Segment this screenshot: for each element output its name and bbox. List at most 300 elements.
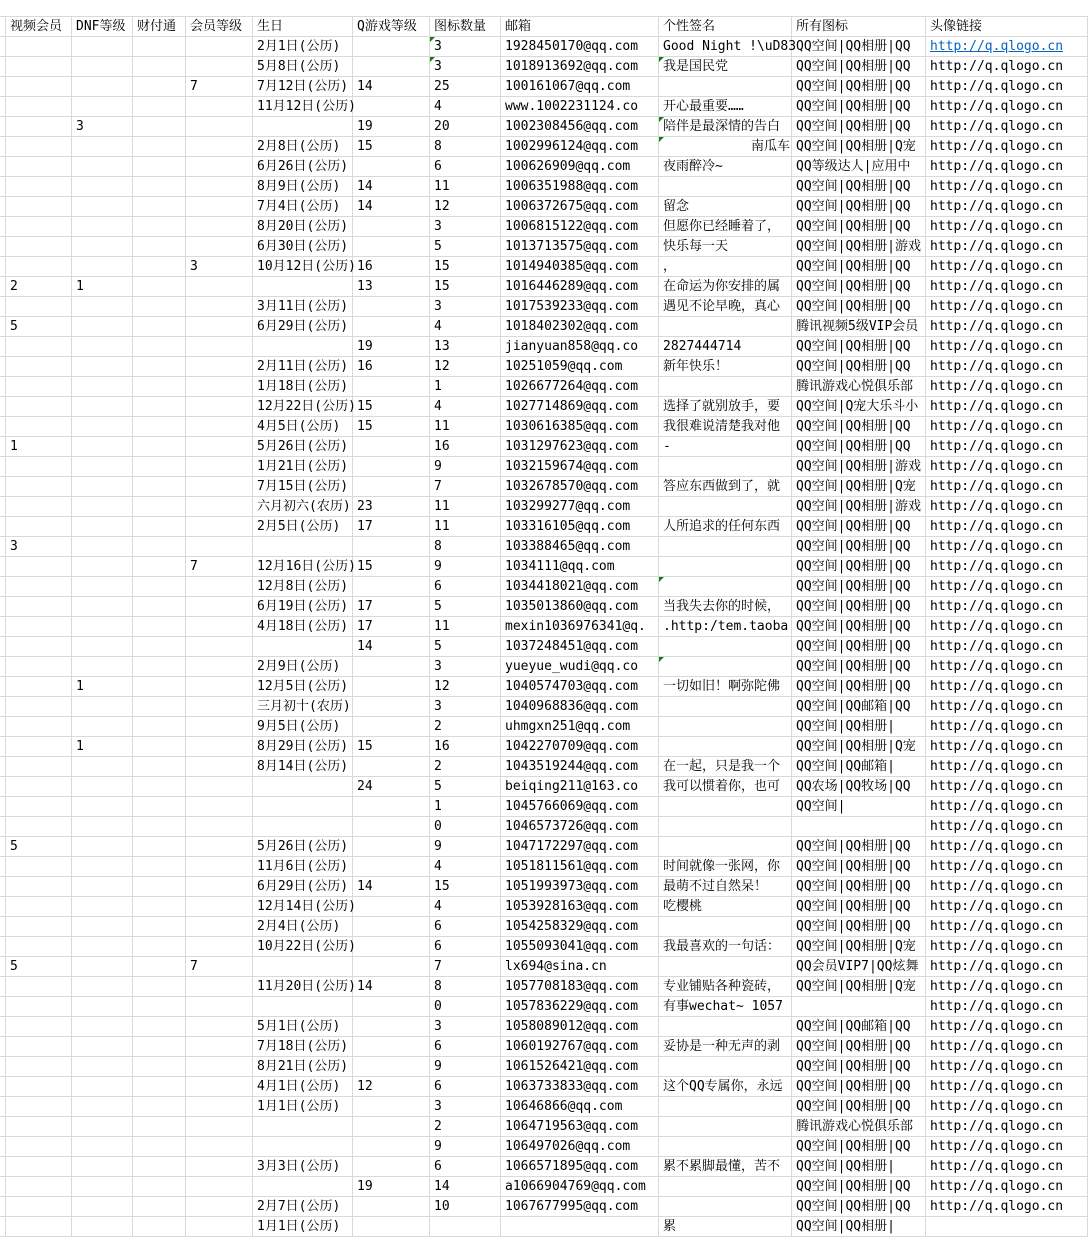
- cell-email[interactable]: uhmgxn251@qq.com: [501, 717, 659, 737]
- cell-video-vip[interactable]: [6, 357, 72, 377]
- cell-signature[interactable]: 我很难说清楚我对他: [659, 417, 792, 437]
- cell-all-icons[interactable]: QQ空间|QQ相册|QQ: [792, 837, 926, 857]
- cell-video-vip[interactable]: [6, 177, 72, 197]
- cell-signature[interactable]: 但愿你已经睡着了，: [659, 217, 792, 237]
- cell-avatar-link[interactable]: http://q.qlogo.cn: [926, 477, 1088, 497]
- cell-signature[interactable]: [659, 1097, 792, 1117]
- cell-email[interactable]: 1040574703@qq.com: [501, 677, 659, 697]
- cell-qgame-level[interactable]: [353, 817, 430, 837]
- cell-tenpay[interactable]: [133, 777, 186, 797]
- cell-email[interactable]: 1047172297@qq.com: [501, 837, 659, 857]
- cell-all-icons[interactable]: QQ空间|QQ邮箱|QQ: [792, 697, 926, 717]
- cell-dnf-level[interactable]: [72, 577, 133, 597]
- cell-member-level[interactable]: [186, 117, 253, 137]
- cell-qgame-level[interactable]: 16: [353, 357, 430, 377]
- cell-qgame-level[interactable]: 23: [353, 497, 430, 517]
- cell-qgame-level[interactable]: 15: [353, 557, 430, 577]
- cell-birthday[interactable]: [253, 537, 353, 557]
- cell-dnf-level[interactable]: [72, 517, 133, 537]
- cell-all-icons[interactable]: QQ空间|QQ相册|QQ: [792, 337, 926, 357]
- cell-qgame-level[interactable]: [353, 577, 430, 597]
- cell-avatar-link[interactable]: http://q.qlogo.cn: [926, 1117, 1088, 1137]
- cell-icon-count[interactable]: 1: [430, 377, 501, 397]
- cell-tenpay[interactable]: [133, 617, 186, 637]
- cell-member-level[interactable]: [186, 517, 253, 537]
- cell-icon-count[interactable]: 16: [430, 437, 501, 457]
- cell-icon-count[interactable]: 9: [430, 557, 501, 577]
- cell-birthday[interactable]: 4月18日(公历): [253, 617, 353, 637]
- cell-dnf-level[interactable]: [72, 377, 133, 397]
- cell-all-icons[interactable]: QQ空间|QQ相册|QQ: [792, 1137, 926, 1157]
- cell-qgame-level[interactable]: [353, 1117, 430, 1137]
- avatar-link-hyperlink[interactable]: http://q.qlogo.cn: [926, 37, 1088, 57]
- cell-avatar-link[interactable]: http://q.qlogo.cn: [926, 797, 1088, 817]
- cell-video-vip[interactable]: [6, 997, 72, 1017]
- cell-all-icons[interactable]: QQ空间|QQ相册|Q宠: [792, 477, 926, 497]
- cell-birthday[interactable]: 3月11日(公历): [253, 297, 353, 317]
- cell-tenpay[interactable]: [133, 877, 186, 897]
- cell-all-icons[interactable]: QQ空间|QQ相册|Q宠: [792, 977, 926, 997]
- cell-signature[interactable]: 这个QQ专属你，永远: [659, 1077, 792, 1097]
- cell-avatar-link[interactable]: http://q.qlogo.cn: [926, 997, 1088, 1017]
- cell-dnf-level[interactable]: [72, 1177, 133, 1197]
- cell-member-level[interactable]: [186, 797, 253, 817]
- cell-member-level[interactable]: [186, 477, 253, 497]
- cell-dnf-level[interactable]: [72, 1097, 133, 1117]
- cell-birthday[interactable]: 三月初十(农历): [253, 697, 353, 717]
- cell-tenpay[interactable]: [133, 1017, 186, 1037]
- cell-icon-count[interactable]: 11: [430, 497, 501, 517]
- cell-all-icons[interactable]: QQ空间|QQ相册|QQ: [792, 557, 926, 577]
- cell-icon-count[interactable]: 3: [430, 697, 501, 717]
- cell-signature[interactable]: [659, 957, 792, 977]
- cell-qgame-level[interactable]: 15: [353, 397, 430, 417]
- cell-video-vip[interactable]: [6, 777, 72, 797]
- cell-qgame-level[interactable]: [353, 477, 430, 497]
- cell-birthday[interactable]: [253, 277, 353, 297]
- cell-signature[interactable]: 答应东西做到了，就: [659, 477, 792, 497]
- cell-qgame-level[interactable]: [353, 37, 430, 57]
- cell-birthday[interactable]: 6月29日(公历): [253, 317, 353, 337]
- cell-all-icons[interactable]: QQ空间|QQ相册|QQ: [792, 877, 926, 897]
- cell-qgame-level[interactable]: 14: [353, 177, 430, 197]
- cell-qgame-level[interactable]: [353, 317, 430, 337]
- cell-dnf-level[interactable]: [72, 437, 133, 457]
- cell-all-icons[interactable]: QQ空间|QQ相册|Q宠: [792, 937, 926, 957]
- cell-qgame-level[interactable]: [353, 717, 430, 737]
- cell-icon-count[interactable]: 4: [430, 897, 501, 917]
- cell-member-level[interactable]: [186, 677, 253, 697]
- cell-tenpay[interactable]: [133, 857, 186, 877]
- cell-email[interactable]: 1057708183@qq.com: [501, 977, 659, 997]
- cell-email[interactable]: 1067677995@qq.com: [501, 1197, 659, 1217]
- cell-qgame-level[interactable]: 15: [353, 737, 430, 757]
- cell-qgame-level[interactable]: [353, 997, 430, 1017]
- cell-video-vip[interactable]: [6, 57, 72, 77]
- cell-dnf-level[interactable]: [72, 817, 133, 837]
- cell-birthday[interactable]: 8月29日(公历): [253, 737, 353, 757]
- cell-avatar-link[interactable]: http://q.qlogo.cn: [926, 417, 1088, 437]
- cell-member-level[interactable]: [186, 1077, 253, 1097]
- cell-signature[interactable]: [659, 77, 792, 97]
- cell-dnf-level[interactable]: [72, 777, 133, 797]
- cell-avatar-link[interactable]: http://q.qlogo.cn: [926, 977, 1088, 997]
- cell-qgame-level[interactable]: [353, 1137, 430, 1157]
- cell-video-vip[interactable]: [6, 977, 72, 997]
- cell-all-icons[interactable]: QQ空间|QQ相册|QQ: [792, 537, 926, 557]
- cell-all-icons[interactable]: QQ空间|QQ相册|游戏: [792, 497, 926, 517]
- header-qgame-level[interactable]: Q游戏等级: [353, 17, 430, 37]
- cell-avatar-link[interactable]: http://q.qlogo.cn: [926, 217, 1088, 237]
- cell-avatar-link[interactable]: http://q.qlogo.cn: [926, 637, 1088, 657]
- cell-qgame-level[interactable]: [353, 97, 430, 117]
- cell-icon-count[interactable]: 9: [430, 1137, 501, 1157]
- cell-tenpay[interactable]: [133, 357, 186, 377]
- cell-birthday[interactable]: [253, 777, 353, 797]
- cell-signature[interactable]: .http:/tem.taoba: [659, 617, 792, 637]
- cell-member-level[interactable]: 7: [186, 957, 253, 977]
- cell-qgame-level[interactable]: [353, 217, 430, 237]
- cell-avatar-link[interactable]: http://q.qlogo.cn: [926, 137, 1088, 157]
- cell-signature[interactable]: 在一起，只是我一个: [659, 757, 792, 777]
- cell-video-vip[interactable]: [6, 197, 72, 217]
- cell-qgame-level[interactable]: [353, 1197, 430, 1217]
- cell-tenpay[interactable]: [133, 537, 186, 557]
- cell-video-vip[interactable]: [6, 377, 72, 397]
- cell-birthday[interactable]: 2月5日(公历): [253, 517, 353, 537]
- cell-video-vip[interactable]: [6, 77, 72, 97]
- cell-qgame-level[interactable]: [353, 297, 430, 317]
- cell-signature[interactable]: [659, 537, 792, 557]
- cell-tenpay[interactable]: [133, 637, 186, 657]
- cell-video-vip[interactable]: [6, 717, 72, 737]
- cell-avatar-link[interactable]: http://q.qlogo.cn: [926, 157, 1088, 177]
- cell-avatar-link[interactable]: http://q.qlogo.cn: [926, 1077, 1088, 1097]
- cell-icon-count[interactable]: 8: [430, 137, 501, 157]
- cell-signature[interactable]: [659, 737, 792, 757]
- cell-tenpay[interactable]: [133, 917, 186, 937]
- cell-all-icons[interactable]: QQ等级达人|应用中: [792, 157, 926, 177]
- cell-member-level[interactable]: [186, 497, 253, 517]
- cell-signature[interactable]: [659, 1057, 792, 1077]
- cell-dnf-level[interactable]: [72, 357, 133, 377]
- cell-birthday[interactable]: 1月1日(公历): [253, 1217, 353, 1237]
- cell-tenpay[interactable]: [133, 297, 186, 317]
- cell-tenpay[interactable]: [133, 337, 186, 357]
- cell-dnf-level[interactable]: [72, 957, 133, 977]
- cell-video-vip[interactable]: [6, 237, 72, 257]
- cell-qgame-level[interactable]: [353, 797, 430, 817]
- cell-icon-count[interactable]: 20: [430, 117, 501, 137]
- cell-qgame-level[interactable]: [353, 917, 430, 937]
- cell-all-icons[interactable]: QQ空间|QQ相册|QQ: [792, 177, 926, 197]
- cell-signature[interactable]: [659, 797, 792, 817]
- cell-email[interactable]: 1058089012@qq.com: [501, 1017, 659, 1037]
- cell-birthday[interactable]: 5月26日(公历): [253, 437, 353, 457]
- cell-birthday[interactable]: 12月16日(公历): [253, 557, 353, 577]
- header-avatar-link[interactable]: 头像链接: [926, 17, 1088, 37]
- cell-video-vip[interactable]: [6, 1037, 72, 1057]
- cell-email[interactable]: 1053928163@qq.com: [501, 897, 659, 917]
- cell-icon-count[interactable]: 4: [430, 857, 501, 877]
- cell-birthday[interactable]: 6月29日(公历): [253, 877, 353, 897]
- cell-tenpay[interactable]: [133, 737, 186, 757]
- cell-tenpay[interactable]: [133, 97, 186, 117]
- cell-avatar-link[interactable]: http://q.qlogo.cn: [926, 957, 1088, 977]
- cell-all-icons[interactable]: QQ空间|QQ相册|QQ: [792, 1057, 926, 1077]
- cell-signature[interactable]: 专业铺贴各种瓷砖，: [659, 977, 792, 997]
- cell-icon-count[interactable]: 9: [430, 457, 501, 477]
- cell-qgame-level[interactable]: 19: [353, 117, 430, 137]
- cell-signature[interactable]: [659, 637, 792, 657]
- cell-video-vip[interactable]: [6, 757, 72, 777]
- cell-icon-count[interactable]: 8: [430, 537, 501, 557]
- cell-member-level[interactable]: [186, 637, 253, 657]
- cell-all-icons[interactable]: QQ空间|QQ相册|: [792, 1157, 926, 1177]
- cell-tenpay[interactable]: [133, 997, 186, 1017]
- cell-dnf-level[interactable]: [72, 1137, 133, 1157]
- cell-member-level[interactable]: [186, 97, 253, 117]
- cell-avatar-link[interactable]: http://q.qlogo.cn: [926, 517, 1088, 537]
- cell-video-vip[interactable]: [6, 557, 72, 577]
- cell-avatar-link[interactable]: http://q.qlogo.cn: [926, 177, 1088, 197]
- cell-qgame-level[interactable]: 17: [353, 597, 430, 617]
- cell-icon-count[interactable]: 0: [430, 997, 501, 1017]
- cell-birthday[interactable]: 10月12日(公历): [253, 257, 353, 277]
- cell-signature[interactable]: 遇见不论早晚，真心: [659, 297, 792, 317]
- cell-qgame-level[interactable]: 16: [353, 257, 430, 277]
- cell-video-vip[interactable]: [6, 117, 72, 137]
- cell-birthday[interactable]: [253, 337, 353, 357]
- header-signature[interactable]: 个性签名: [659, 17, 792, 37]
- cell-tenpay[interactable]: [133, 517, 186, 537]
- cell-video-vip[interactable]: [6, 617, 72, 637]
- cell-member-level[interactable]: [186, 1137, 253, 1157]
- cell-avatar-link[interactable]: http://q.qlogo.cn: [926, 697, 1088, 717]
- cell-member-level[interactable]: [186, 57, 253, 77]
- cell-video-vip[interactable]: [6, 1197, 72, 1217]
- cell-all-icons[interactable]: QQ会员VIP7|QQ炫舞: [792, 957, 926, 977]
- cell-email[interactable]: lx694@sina.cn: [501, 957, 659, 977]
- cell-all-icons[interactable]: QQ空间|QQ相册|游戏: [792, 237, 926, 257]
- cell-dnf-level[interactable]: [72, 757, 133, 777]
- cell-dnf-level[interactable]: [72, 37, 133, 57]
- cell-signature[interactable]: [659, 1177, 792, 1197]
- cell-member-level[interactable]: [186, 1217, 253, 1237]
- cell-email[interactable]: www.1002231124.co: [501, 97, 659, 117]
- cell-member-level[interactable]: [186, 37, 253, 57]
- cell-all-icons[interactable]: QQ空间|QQ相册|QQ: [792, 117, 926, 137]
- cell-member-level[interactable]: [186, 697, 253, 717]
- cell-dnf-level[interactable]: [72, 1117, 133, 1137]
- cell-all-icons[interactable]: QQ空间|QQ相册|QQ: [792, 637, 926, 657]
- cell-signature[interactable]: Good Night !\uD83: [659, 37, 792, 57]
- header-dnf-level[interactable]: DNF等级: [72, 17, 133, 37]
- cell-signature[interactable]: 南瓜车: [659, 137, 792, 157]
- cell-birthday[interactable]: 6月30日(公历): [253, 237, 353, 257]
- cell-all-icons[interactable]: QQ空间|QQ相册|QQ: [792, 917, 926, 937]
- header-video-vip[interactable]: 视频会员: [6, 17, 72, 37]
- cell-signature[interactable]: 在命运为你安排的属: [659, 277, 792, 297]
- cell-birthday[interactable]: 11月12日(公历): [253, 97, 353, 117]
- cell-video-vip[interactable]: [6, 257, 72, 277]
- cell-email[interactable]: 1035013860@qq.com: [501, 597, 659, 617]
- cell-qgame-level[interactable]: [353, 957, 430, 977]
- cell-birthday[interactable]: [253, 1117, 353, 1137]
- cell-member-level[interactable]: [186, 577, 253, 597]
- cell-icon-count[interactable]: 5: [430, 597, 501, 617]
- cell-tenpay[interactable]: [133, 597, 186, 617]
- cell-signature[interactable]: 新年快乐！: [659, 357, 792, 377]
- cell-video-vip[interactable]: [6, 917, 72, 937]
- cell-member-level[interactable]: [186, 1097, 253, 1117]
- cell-email[interactable]: 1006351988@qq.com: [501, 177, 659, 197]
- cell-signature[interactable]: 一切如旧！啊弥陀佛: [659, 677, 792, 697]
- cell-icon-count[interactable]: 1: [430, 797, 501, 817]
- cell-avatar-link[interactable]: http://q.qlogo.cn: [926, 757, 1088, 777]
- cell-signature[interactable]: 2827444714: [659, 337, 792, 357]
- cell-qgame-level[interactable]: 14: [353, 877, 430, 897]
- cell-icon-count[interactable]: 14: [430, 1177, 501, 1197]
- cell-video-vip[interactable]: [6, 1077, 72, 1097]
- cell-qgame-level[interactable]: [353, 897, 430, 917]
- cell-icon-count[interactable]: 16: [430, 737, 501, 757]
- cell-email[interactable]: 103316105@qq.com: [501, 517, 659, 537]
- cell-all-icons[interactable]: [792, 817, 926, 837]
- cell-signature[interactable]: 最萌不过自然呆！: [659, 877, 792, 897]
- cell-icon-count[interactable]: 8: [430, 977, 501, 997]
- cell-avatar-link[interactable]: http://q.qlogo.cn: [926, 777, 1088, 797]
- cell-member-level[interactable]: [186, 657, 253, 677]
- cell-member-level[interactable]: [186, 177, 253, 197]
- cell-qgame-level[interactable]: 17: [353, 517, 430, 537]
- cell-avatar-link[interactable]: http://q.qlogo.cn: [926, 1097, 1088, 1117]
- cell-birthday[interactable]: 4月1日(公历): [253, 1077, 353, 1097]
- cell-avatar-link[interactable]: http://q.qlogo.cn: [926, 717, 1088, 737]
- cell-video-vip[interactable]: [6, 397, 72, 417]
- cell-video-vip[interactable]: [6, 637, 72, 657]
- cell-birthday[interactable]: [253, 637, 353, 657]
- cell-avatar-link[interactable]: http://q.qlogo.cn: [926, 737, 1088, 757]
- cell-email[interactable]: 10646866@qq.com: [501, 1097, 659, 1117]
- cell-all-icons[interactable]: QQ空间|QQ相册|QQ: [792, 517, 926, 537]
- cell-birthday[interactable]: 2月8日(公历): [253, 137, 353, 157]
- cell-icon-count[interactable]: 2: [430, 717, 501, 737]
- cell-email[interactable]: jianyuan858@qq.co: [501, 337, 659, 357]
- cell-qgame-level[interactable]: 15: [353, 137, 430, 157]
- cell-qgame-level[interactable]: 19: [353, 1177, 430, 1197]
- cell-birthday[interactable]: 7月15日(公历): [253, 477, 353, 497]
- cell-dnf-level[interactable]: [72, 237, 133, 257]
- cell-member-level[interactable]: [186, 837, 253, 857]
- cell-tenpay[interactable]: [133, 437, 186, 457]
- cell-dnf-level[interactable]: [72, 157, 133, 177]
- cell-tenpay[interactable]: [133, 377, 186, 397]
- cell-birthday[interactable]: 7月4日(公历): [253, 197, 353, 217]
- cell-birthday[interactable]: [253, 817, 353, 837]
- cell-tenpay[interactable]: [133, 957, 186, 977]
- cell-qgame-level[interactable]: [353, 757, 430, 777]
- cell-video-vip[interactable]: [6, 477, 72, 497]
- cell-signature[interactable]: [659, 657, 792, 677]
- cell-dnf-level[interactable]: [72, 1057, 133, 1077]
- cell-email[interactable]: 1043519244@qq.com: [501, 757, 659, 777]
- cell-qgame-level[interactable]: [353, 677, 430, 697]
- cell-tenpay[interactable]: [133, 817, 186, 837]
- cell-signature[interactable]: 我可以惯着你，也可: [659, 777, 792, 797]
- cell-birthday[interactable]: [253, 797, 353, 817]
- cell-email[interactable]: 1032159674@qq.com: [501, 457, 659, 477]
- cell-avatar-link[interactable]: http://q.qlogo.cn: [926, 357, 1088, 377]
- cell-all-icons[interactable]: 腾讯视频5级VIP会员: [792, 317, 926, 337]
- cell-dnf-level[interactable]: [72, 857, 133, 877]
- cell-all-icons[interactable]: QQ空间|QQ相册|QQ: [792, 77, 926, 97]
- cell-avatar-link[interactable]: http://q.qlogo.cn: [926, 457, 1088, 477]
- cell-qgame-level[interactable]: [353, 377, 430, 397]
- cell-tenpay[interactable]: [133, 57, 186, 77]
- cell-icon-count[interactable]: 11: [430, 617, 501, 637]
- cell-avatar-link[interactable]: http://q.qlogo.cn: [926, 657, 1088, 677]
- cell-all-icons[interactable]: QQ空间|QQ相册|游戏: [792, 457, 926, 477]
- cell-email[interactable]: 1040968836@qq.com: [501, 697, 659, 717]
- cell-tenpay[interactable]: [133, 797, 186, 817]
- cell-member-level[interactable]: [186, 357, 253, 377]
- cell-dnf-level[interactable]: 1: [72, 277, 133, 297]
- cell-video-vip[interactable]: [6, 1137, 72, 1157]
- cell-all-icons[interactable]: QQ空间|QQ相册|QQ: [792, 217, 926, 237]
- cell-member-level[interactable]: [186, 777, 253, 797]
- cell-email[interactable]: 1928450170@qq.com: [501, 37, 659, 57]
- cell-birthday[interactable]: 2月7日(公历): [253, 1197, 353, 1217]
- cell-tenpay[interactable]: [133, 757, 186, 777]
- cell-dnf-level[interactable]: 1: [72, 677, 133, 697]
- cell-email[interactable]: 1016446289@qq.com: [501, 277, 659, 297]
- cell-video-vip[interactable]: [6, 1177, 72, 1197]
- cell-all-icons[interactable]: QQ空间|QQ相册|Q宠: [792, 737, 926, 757]
- cell-qgame-level[interactable]: [353, 657, 430, 677]
- cell-all-icons[interactable]: QQ空间|QQ相册|QQ: [792, 197, 926, 217]
- cell-tenpay[interactable]: [133, 1217, 186, 1237]
- cell-dnf-level[interactable]: [72, 317, 133, 337]
- cell-member-level[interactable]: [186, 1197, 253, 1217]
- cell-birthday[interactable]: 1月18日(公历): [253, 377, 353, 397]
- cell-member-level[interactable]: [186, 337, 253, 357]
- cell-signature[interactable]: [659, 577, 792, 597]
- cell-birthday[interactable]: 六月初六(农历): [253, 497, 353, 517]
- cell-email[interactable]: a1066904769@qq.com: [501, 1177, 659, 1197]
- cell-signature[interactable]: 我是国民党: [659, 57, 792, 77]
- cell-avatar-link[interactable]: http://q.qlogo.cn: [926, 397, 1088, 417]
- cell-tenpay[interactable]: [133, 1057, 186, 1077]
- cell-avatar-link[interactable]: http://q.qlogo.cn: [926, 897, 1088, 917]
- cell-icon-count[interactable]: 0: [430, 817, 501, 837]
- cell-tenpay[interactable]: [133, 117, 186, 137]
- cell-avatar-link[interactable]: http://q.qlogo.cn: [926, 197, 1088, 217]
- cell-member-level[interactable]: [186, 377, 253, 397]
- cell-dnf-level[interactable]: [72, 657, 133, 677]
- cell-tenpay[interactable]: [133, 457, 186, 477]
- cell-email[interactable]: 1064719563@qq.com: [501, 1117, 659, 1137]
- cell-all-icons[interactable]: QQ空间|QQ相册|QQ: [792, 617, 926, 637]
- cell-icon-count[interactable]: 4: [430, 397, 501, 417]
- cell-dnf-level[interactable]: [72, 217, 133, 237]
- cell-birthday[interactable]: 12月14日(公历): [253, 897, 353, 917]
- cell-dnf-level[interactable]: [72, 1017, 133, 1037]
- cell-dnf-level[interactable]: [72, 977, 133, 997]
- cell-all-icons[interactable]: QQ空间|QQ邮箱|: [792, 757, 926, 777]
- cell-all-icons[interactable]: QQ农场|QQ牧场|QQ: [792, 777, 926, 797]
- cell-signature[interactable]: [659, 1137, 792, 1157]
